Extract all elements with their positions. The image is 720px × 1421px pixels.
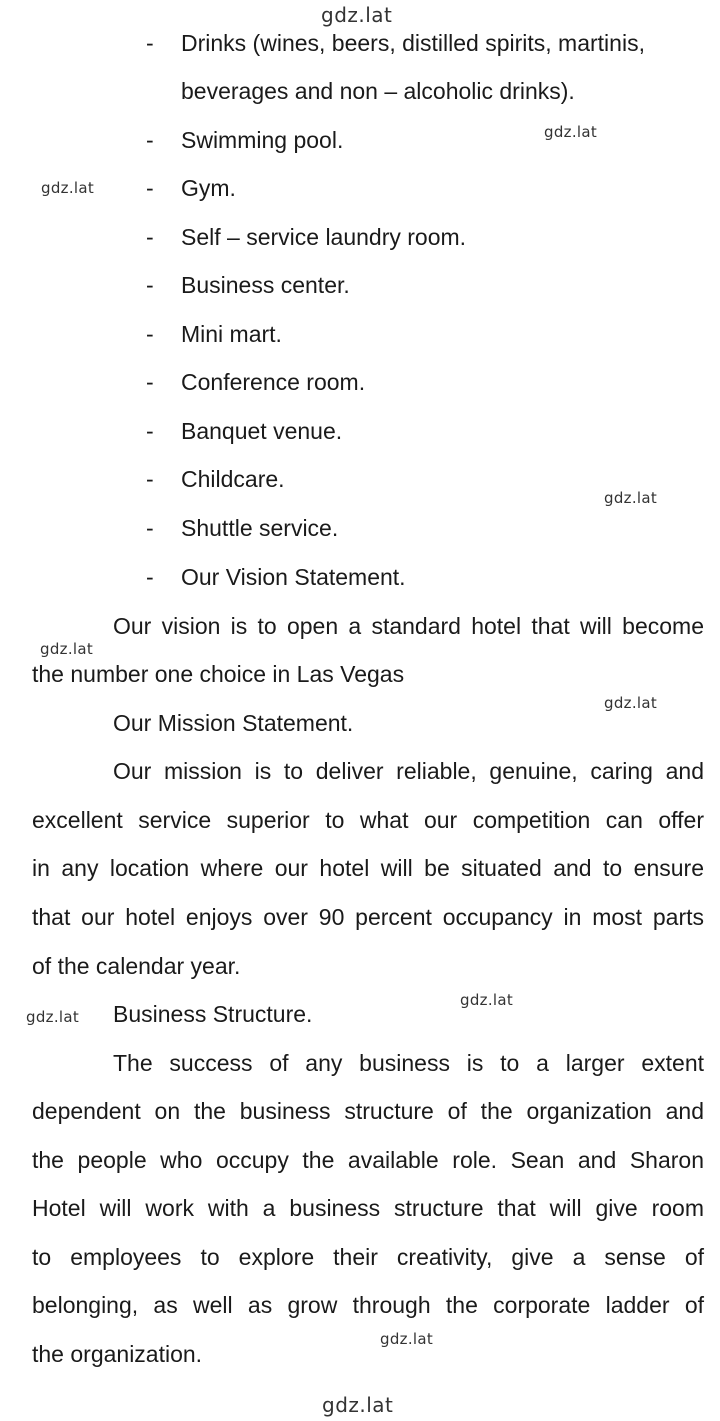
- list-item: [0, 416, 720, 446]
- structure-paragraph-line: belonging, as well as grow through the corporate ladder of: [32, 1292, 704, 1318]
- list-item: [0, 367, 720, 397]
- list-item: [0, 562, 720, 592]
- mission-paragraph-line: Our mission is to deliver reliable, genuine, caring and: [113, 758, 704, 784]
- list-item: [0, 270, 720, 300]
- list-item: [0, 125, 720, 155]
- bullet-dash: -: [146, 369, 154, 395]
- bullet-dash: -: [146, 272, 154, 298]
- list-item-text: Our Vision Statement.: [181, 564, 406, 590]
- bullet-dash: -: [146, 127, 154, 153]
- structure-heading: Business Structure.: [113, 1001, 313, 1027]
- list-item: [0, 222, 720, 252]
- list-item: [0, 28, 720, 58]
- vision-paragraph-line: Our vision is to open a standard hotel that will become: [113, 613, 704, 639]
- watermark: gdz.lat: [40, 640, 94, 658]
- watermark: gdz.lat: [460, 991, 514, 1009]
- mission-paragraph-line: of the calendar year.: [32, 953, 241, 979]
- list-item-text: Gym.: [181, 175, 236, 201]
- list-item-text: Mini mart.: [181, 321, 282, 347]
- list-item-text: Childcare.: [181, 466, 285, 492]
- list-item-text: Swimming pool.: [181, 127, 344, 153]
- list-item-text: Business center.: [181, 272, 350, 298]
- bullet-dash: -: [146, 418, 154, 444]
- bullet-dash: -: [146, 175, 154, 201]
- list-item-text: beverages and non – alcoholic drinks).: [181, 78, 575, 104]
- watermark: gdz.lat: [322, 1393, 394, 1417]
- mission-heading: Our Mission Statement.: [113, 710, 354, 736]
- bullet-dash: -: [146, 321, 154, 347]
- mission-paragraph-line: in any location where our hotel will be situated and to ensure: [32, 855, 704, 881]
- list-item-text: Self – service laundry room.: [181, 224, 467, 250]
- structure-paragraph-line: The success of any business is to a larger extent: [113, 1050, 704, 1076]
- list-item: [0, 513, 720, 543]
- vision-paragraph-line: the number one choice in Las Vegas: [32, 661, 405, 687]
- watermark: gdz.lat: [604, 694, 658, 712]
- structure-paragraph-line: the organization.: [32, 1341, 203, 1367]
- watermark: gdz.lat: [321, 3, 393, 27]
- bullet-dash: -: [146, 564, 154, 590]
- watermark: gdz.lat: [26, 1008, 80, 1026]
- bullet-dash: -: [146, 515, 154, 541]
- watermark: gdz.lat: [380, 1330, 434, 1348]
- list-item-text: Banquet venue.: [181, 418, 343, 444]
- list-item: [0, 464, 720, 494]
- list-item: [0, 319, 720, 349]
- watermark: gdz.lat: [544, 123, 598, 141]
- bullet-dash: -: [146, 30, 154, 56]
- structure-paragraph-line: dependent on the business structure of the organization and: [32, 1098, 704, 1124]
- watermark: gdz.lat: [604, 489, 658, 507]
- list-item-continuation: [0, 76, 720, 106]
- structure-paragraph-line: to employees to explore their creativity, give a sense of: [32, 1244, 704, 1270]
- list-item-text: Drinks (wines, beers, distilled spirits, martinis,: [181, 30, 645, 56]
- structure-paragraph-line: the people who occupy the available role. Sean and Sharon: [32, 1147, 704, 1173]
- watermark: gdz.lat: [41, 179, 95, 197]
- bullet-dash: -: [146, 224, 154, 250]
- bullet-dash: -: [146, 466, 154, 492]
- list-item-text: Shuttle service.: [181, 515, 339, 541]
- mission-paragraph-line: that our hotel enjoys over 90 percent occupancy in most parts: [32, 904, 704, 930]
- mission-paragraph-line: excellent service superior to what our competition can offer: [32, 807, 704, 833]
- structure-paragraph-line: Hotel will work with a business structure that will give room: [32, 1195, 704, 1221]
- list-item-text: Conference room.: [181, 369, 366, 395]
- list-item: [0, 173, 720, 203]
